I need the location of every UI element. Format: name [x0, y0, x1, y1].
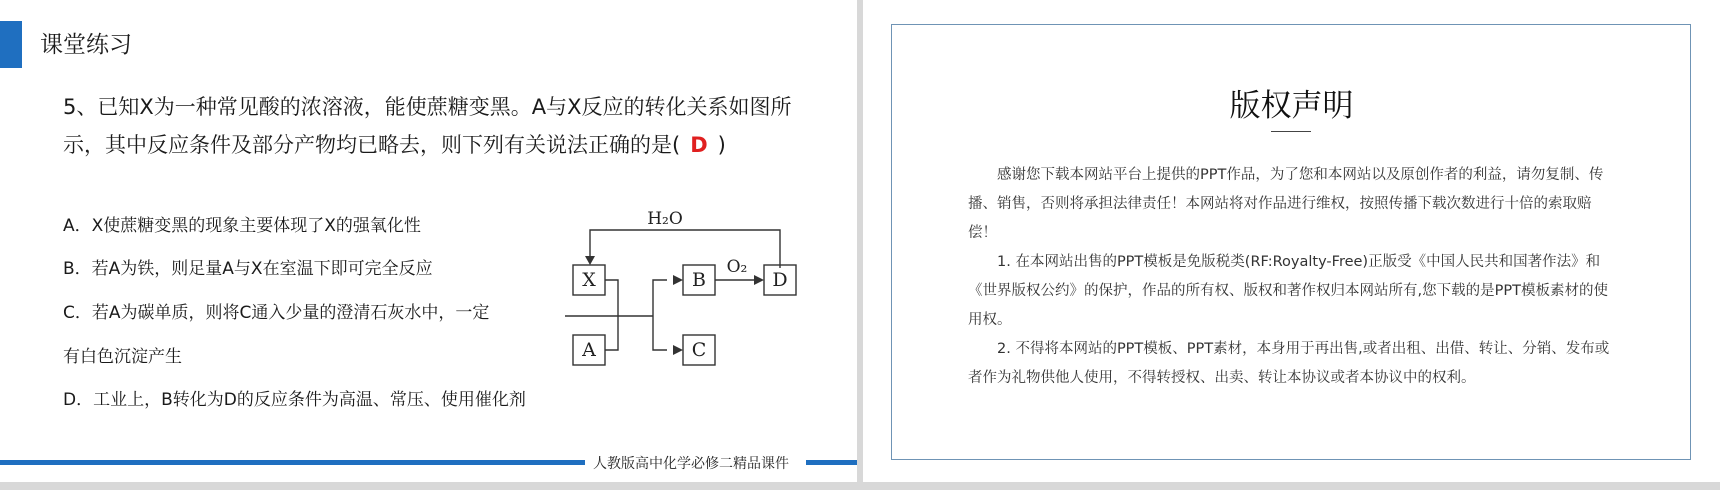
slide-title: 课堂练习 — [40, 32, 132, 58]
box-a: A — [582, 339, 596, 361]
footer-caption: 人教版高中化学必修二精品课件 — [593, 456, 789, 472]
exercise-slide — [0, 0, 857, 482]
box-c: C — [691, 339, 707, 361]
declaration-body — [968, 161, 1616, 393]
box-d: D — [772, 269, 788, 291]
option-d: D．工业上，B转化为D的反应条件为高温、常压、使用催化剂 — [63, 390, 526, 410]
declaration-paragraph: 2. 不得将本网站的PPT模板、PPT素材，本身用于再出售,或者出租、出借、转让、分销、发布或者作为礼物供他人使用，不得转授权、出卖、转让本协议或者本协议中的权利。 — [968, 341, 1610, 386]
copyright-slide — [863, 0, 1720, 482]
box-b: B — [692, 269, 706, 291]
question-body: 5、已知X为一种常见酸的浓溶液，能使蔗糖变黑。A与X反应的转化关系如图所示，其中反应条件及部分产物均已略去，则下列有关说法正确的是( — [63, 95, 792, 157]
declaration-paragraph: 感谢您下载本网站平台上提供的PPT作品，为了您和本网站以及原创作者的利益，请勿复制、传播、销售，否则将承担法律责任！本网站将对作品进行维权，按照传播下载次数进行十倍的索取赔偿！ — [968, 167, 1604, 241]
title-underline — [1271, 131, 1311, 132]
question-close: ) — [717, 133, 726, 157]
answer-letter: D — [690, 133, 708, 157]
declaration-paragraph: 1. 在本网站出售的PPT模板是免版税类(RF:Royalty-Free)正版受《中国人民共和国著作法》和《世界版权公约》的保护，作品的所有权、版权和著作权归本网站所有,您下载的是PPT模板素材的使用权。 — [968, 254, 1608, 328]
option-a: A．X使蔗糖变黑的现象主要体现了X的强氧化性 — [63, 216, 421, 236]
footer-line-left — [0, 460, 585, 465]
option-b: B．若A为铁，则足量A与X在室温下即可完全反应 — [63, 259, 433, 279]
question-text — [63, 88, 823, 164]
o2-label: O₂ — [726, 257, 748, 277]
option-c-continued: 有白色沉淀产生 — [63, 347, 182, 367]
option-c: C．若A为碳单质，则将C通入少量的澄清石灰水中，一定 — [63, 303, 490, 323]
box-x: X — [582, 269, 596, 291]
h2o-label: H₂O — [647, 209, 683, 229]
reaction-diagram — [565, 205, 805, 375]
footer-line-right — [806, 460, 857, 465]
title-accent-bar — [0, 21, 22, 68]
declaration-title: 版权声明 — [1229, 88, 1354, 124]
